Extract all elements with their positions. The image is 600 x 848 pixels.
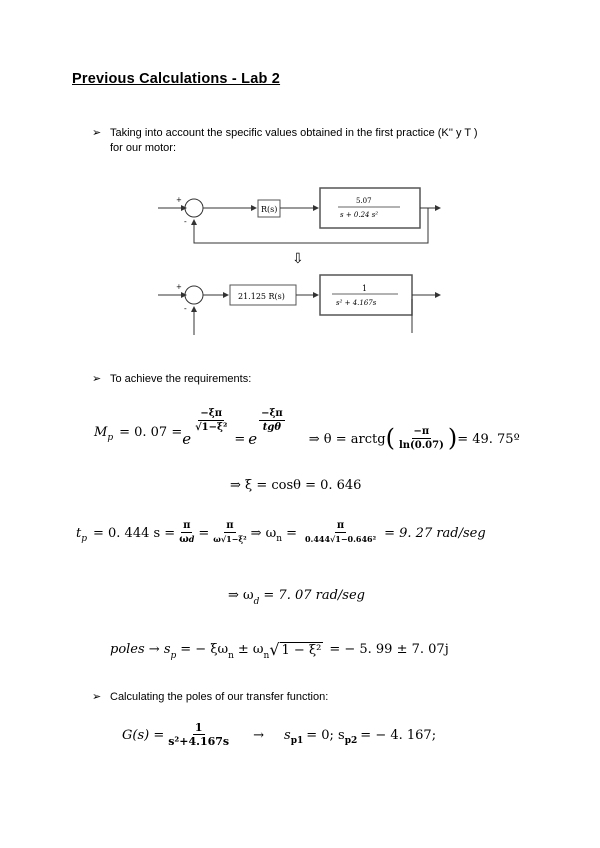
controller-label: R(s) xyxy=(261,205,278,214)
sum-minus-sign: - xyxy=(184,217,187,226)
overshoot-equation: M p = 0. 07 = e $\frac{-\xi\pi}{\text{√1−ξ²}}$ = e $\frac{-\xi\pi}{\text{tgθ}}$ ⇒ θ = arctg ( $\frac{-\pi}{\ln(0.07)}$ ) = 49. 75º xyxy=(94,408,520,452)
plant-denominator: s² + 4.167s xyxy=(336,299,377,307)
peak-time-equation: t p = 0. 444 s = $\frac{\pi}{\omega d}$ = $\frac{\pi}{\text{ω√1−ξ²}}$ ⇒ ω n = $\frac{\pi}{\text{0.444√1−0.646²}}$ = 9. 27 rad/seg xyxy=(76,520,486,545)
bullet-text: To achieve the requirements: xyxy=(110,373,252,385)
damping-ratio-equation: ⇒ ξ = cosθ = 0. 646 xyxy=(230,478,362,493)
sum-minus-sign: - xyxy=(184,304,187,313)
plant-denominator: s + 0.24 s² xyxy=(340,211,379,219)
poles-equation: poles → s p = − ξω n ± ω n √ 1 − ξ² = − 5. 99 ± 7. 07j xyxy=(110,640,449,661)
damped-frequency-equation: ⇒ ω d = 7. 07 rad/seg xyxy=(228,588,365,607)
plant-numerator: 1 xyxy=(362,284,368,293)
bullet-text-line2: for our motor: xyxy=(110,142,177,154)
plant-block xyxy=(320,275,412,315)
bullet-arrow-icon: ➢ xyxy=(92,691,102,703)
bullet-arrow-icon: ➢ xyxy=(92,373,102,385)
summing-junction xyxy=(185,199,203,217)
block-diagram-1 xyxy=(150,180,450,250)
bullet-arrow-icon: ➢ xyxy=(92,127,102,139)
plant-block xyxy=(320,188,420,228)
bullet-text-line1: Taking into account the specific values obtained in the first practice (K'' y T ) xyxy=(110,127,478,139)
bullet-text: Calculating the poles of our transfer function: xyxy=(110,691,329,703)
down-arrow-icon: ⇩ xyxy=(292,251,304,267)
transfer-function-equation: G(s) = $\frac{1}{\text{s²+4.167s}}$ → s p1 = 0; s p2 = − 4. 167; xyxy=(122,721,437,748)
controller-label: 21.125 R(s) xyxy=(238,292,285,301)
page-title: Previous Calculations - Lab 2 xyxy=(72,71,281,87)
sum-plus-sign: + xyxy=(176,196,182,204)
summing-junction xyxy=(185,286,203,304)
plant-numerator: 5.07 xyxy=(356,197,372,205)
sum-plus-sign: + xyxy=(176,283,182,291)
block-diagram-2 xyxy=(150,267,450,337)
